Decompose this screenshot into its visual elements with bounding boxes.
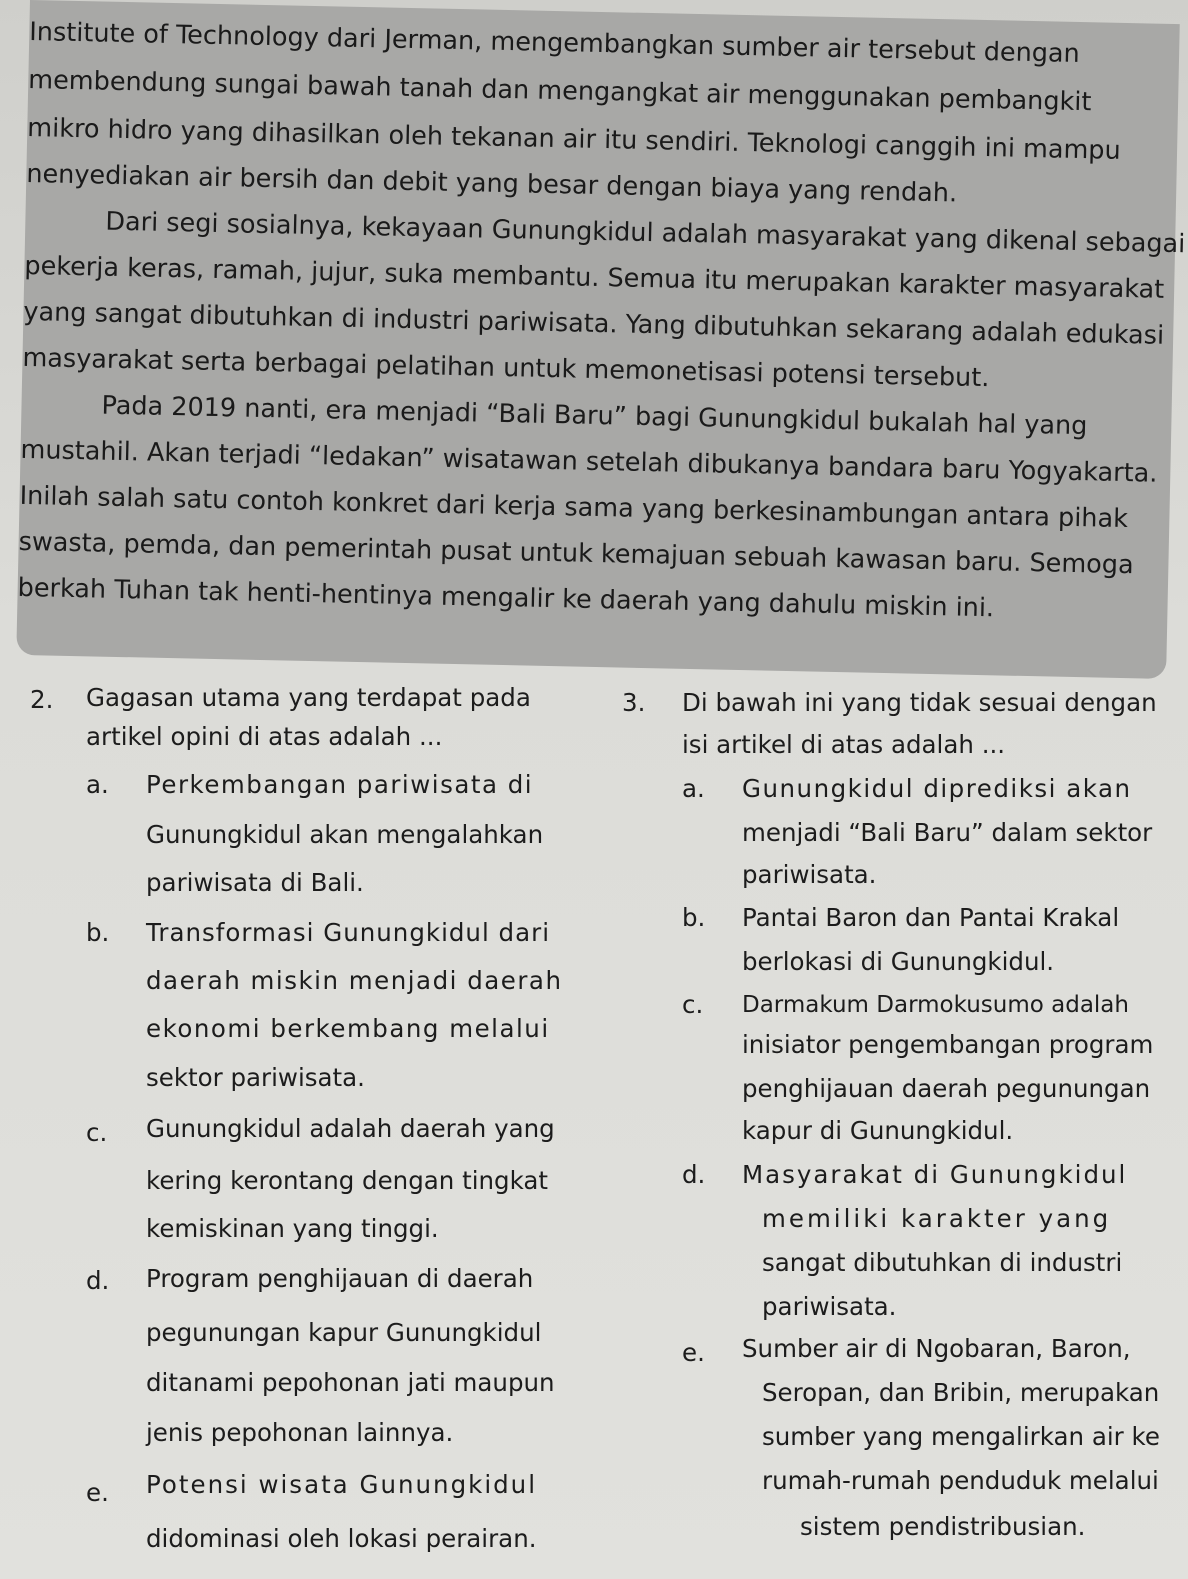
option-text[interactable]: berlokasi di Gunungkidul. <box>742 947 1055 976</box>
option-text[interactable]: sumber yang mengalirkan air ke <box>762 1422 1160 1451</box>
option-letter[interactable]: c. <box>682 990 704 1019</box>
question-3-stem: Di bawah ini yang tidak sesuai dengan <box>682 688 1157 717</box>
article-line: mikro hidro yang dihasilkan oleh tekanan air itu sendiri. Teknologi canggih ini mampu <box>27 112 1122 166</box>
article-line: Dari segi sosialnya, kekayaan Gunungkidul adalah masyarakat yang dikenal sebagai <box>105 206 1186 260</box>
option-text[interactable]: ekonomi berkembang melalui <box>146 1014 550 1043</box>
option-text[interactable]: Pantai Baron dan Pantai Krakal <box>742 903 1120 932</box>
article-line: masyarakat serta berbagai pelatihan untuk memonetisasi potensi tersebut. <box>22 342 990 394</box>
option-letter[interactable]: e. <box>682 1338 705 1367</box>
option-text[interactable]: Gunungkidul akan mengalahkan <box>146 820 544 849</box>
option-text[interactable]: sistem pendistribusian. <box>800 1512 1086 1541</box>
option-text[interactable]: memiliki karakter yang <box>762 1204 1112 1233</box>
option-text[interactable]: penghijauan daerah pegunungan <box>742 1074 1151 1103</box>
article-line: Institute of Technology dari Jerman, mengembangkan sumber air tersebut dengan <box>29 16 1081 69</box>
option-text[interactable]: sangat dibutuhkan di industri <box>762 1248 1123 1277</box>
option-text[interactable]: pariwisata di Bali. <box>146 868 364 897</box>
option-letter[interactable]: d. <box>682 1160 706 1189</box>
option-text[interactable]: Transformasi Gunungkidul dari <box>146 918 551 947</box>
option-text[interactable]: Darmakum Darmokusumo adalah <box>742 992 1129 1018</box>
option-text[interactable]: Perkembangan pariwisata di <box>146 770 534 799</box>
article-line: pekerja keras, ramah, jujur, suka membantu. Semua itu merupakan karakter masyarakat <box>24 250 1165 305</box>
option-text[interactable]: pariwisata. <box>742 860 877 889</box>
option-text[interactable]: ditanami pepohonan jati maupun <box>146 1368 555 1397</box>
option-letter[interactable]: a. <box>86 770 109 799</box>
article-line: Inilah salah satu contoh konkret dari kerja sama yang berkesinambungan antara pihak <box>19 480 1129 535</box>
article-line: Pada 2019 nanti, era menjadi “Bali Baru” bagi Gunungkidul bukalah hal yang <box>101 390 1088 442</box>
option-text[interactable]: pegunungan kapur Gunungkidul <box>146 1318 542 1347</box>
option-text[interactable]: rumah-rumah penduduk melalui <box>762 1466 1159 1495</box>
option-text[interactable]: pariwisata. <box>762 1292 897 1321</box>
option-text[interactable]: sektor pariwisata. <box>146 1063 365 1092</box>
option-text[interactable]: daerah miskin menjadi daerah <box>146 966 563 995</box>
option-text[interactable]: kering kerontang dengan tingkat <box>146 1166 548 1195</box>
option-text[interactable]: Sumber air di Ngobaran, Baron, <box>742 1334 1131 1363</box>
option-text[interactable]: Gunungkidul adalah daerah yang <box>146 1114 555 1143</box>
option-text[interactable]: Potensi wisata Gunungkidul <box>146 1470 538 1499</box>
question-2-stem: Gagasan utama yang terdapat pada <box>86 683 531 712</box>
option-text[interactable]: menjadi “Bali Baru” dalam sektor <box>742 818 1153 847</box>
question-3-stem: isi artikel di atas adalah ... <box>682 730 1006 759</box>
question-2-stem: artikel opini di atas adalah ... <box>86 722 443 751</box>
question-3-number: 3. <box>622 688 646 717</box>
option-text[interactable]: inisiator pengembangan program <box>742 1030 1154 1059</box>
option-letter[interactable]: b. <box>86 918 110 947</box>
article-box <box>16 0 1186 679</box>
option-text[interactable]: kapur di Gunungkidul. <box>742 1116 1014 1145</box>
option-text[interactable]: didominasi oleh lokasi perairan. <box>146 1524 537 1553</box>
option-letter[interactable]: a. <box>682 774 705 803</box>
option-letter[interactable]: c. <box>86 1118 108 1147</box>
option-letter[interactable]: b. <box>682 903 706 932</box>
option-letter[interactable]: d. <box>86 1266 110 1295</box>
article-line: mustahil. Akan terjadi “ledakan” wisatawan setelah dibukanya bandara baru Yogyakarta. <box>20 434 1158 489</box>
article-line: berkah Tuhan tak henti-hentinya mengalir ke daerah yang dahulu miskin ini. <box>17 572 995 624</box>
option-text[interactable]: jenis pepohonan lainnya. <box>146 1418 454 1447</box>
article-line: nenyediakan air bersih dan debit yang besar dengan biaya yang rendah. <box>26 158 958 209</box>
article-line: membendung sungai bawah tanah dan mengangkat air menggunakan pembangkit <box>28 64 1092 118</box>
option-text[interactable]: Seropan, dan Bribin, merupakan <box>762 1378 1160 1407</box>
question-2-number: 2. <box>30 685 54 714</box>
option-text[interactable]: Masyarakat di Gunungkidul <box>742 1160 1128 1189</box>
article-line: swasta, pemda, dan pemerintah pusat untuk kemajuan sebuah kawasan baru. Semoga <box>18 526 1134 581</box>
option-text[interactable]: Gunungkidul diprediksi akan <box>742 774 1132 803</box>
option-letter[interactable]: e. <box>86 1478 109 1507</box>
option-text[interactable]: kemiskinan yang tinggi. <box>146 1214 439 1243</box>
article-line: yang sangat dibutuhkan di industri pariwisata. Yang dibutuhkan sekarang adalah edukasi <box>23 296 1165 351</box>
option-text[interactable]: Program penghijauan di daerah <box>146 1264 534 1293</box>
